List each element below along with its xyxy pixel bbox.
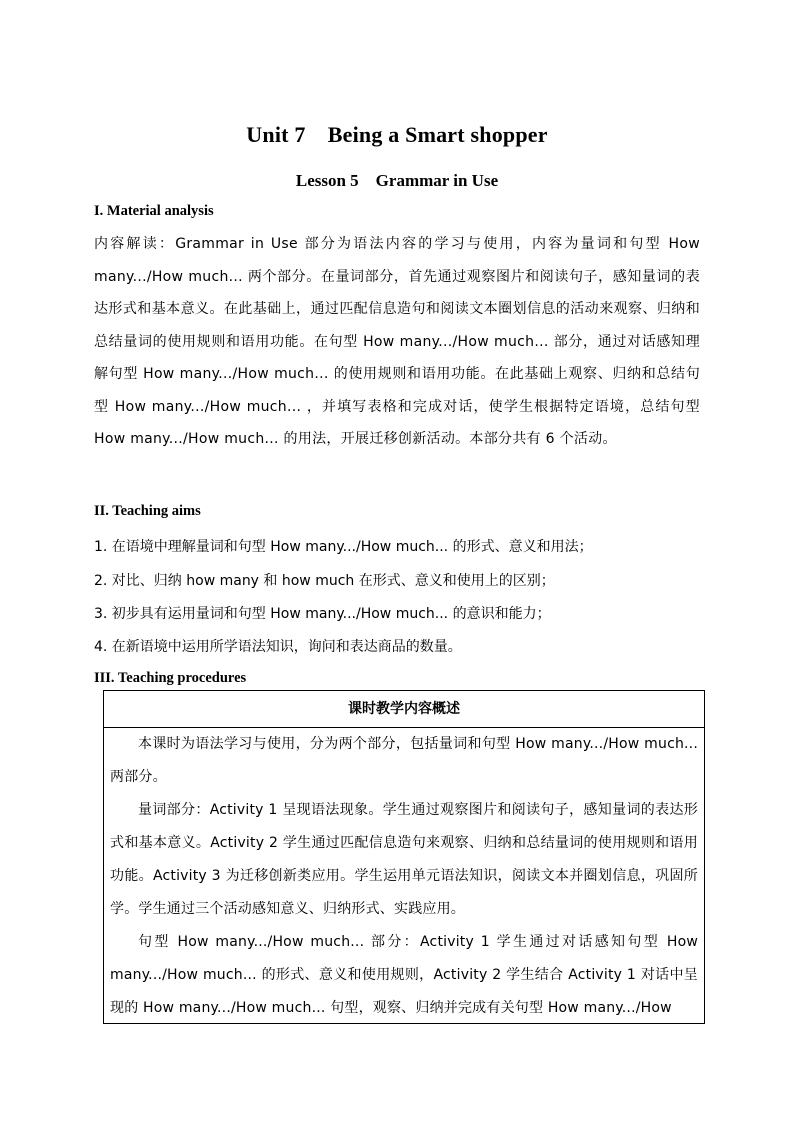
document-title: Unit 7 Being a Smart shopper [246, 122, 548, 147]
section-heading-teaching-procedures: III. Teaching procedures [94, 670, 247, 686]
lesson-overview-body [104, 728, 704, 1024]
section-heading-teaching-aims: II. Teaching aims [94, 503, 201, 519]
teaching-aim-item: 1. 在语境中理解量词和句型 How many.../How much... 的形式、意义和用法； [94, 539, 593, 555]
overview-paragraph: 本课时为语法学习与使用，分为两个部分，包括量词和句型 How many.../How much... 两部分。 [110, 736, 698, 785]
teaching-aim-item: 2. 对比、归纳 how many 和 how much 在形式、意义和使用上的区别； [94, 573, 555, 589]
teaching-aim-item: 3. 初步具有运用量词和句型 How many.../How much... 的意识和能力； [94, 606, 551, 622]
lesson-overview-table [103, 690, 705, 1024]
lesson-subtitle: Lesson 5 Grammar in Use [295, 171, 499, 190]
overview-paragraph: 量词部分：Activity 1 呈现语法现象。学生通过观察图片和阅读句子，感知量词的表达形式和基本意义。Activity 2 学生通过匹配信息造句来观察、归纳和总结量词的使用规则和语用功能。Activity 3 为迁移创新类应用。学生运用单元语法知识，阅读文本并圈划信息，巩固所学。学生通过三个活动感知意义、归纳形式、实践应用。 [110, 802, 698, 917]
material-analysis-text: 内容解读：Grammar in Use 部分为语法内容的学习与使用，内容为量词和句型 How many.../How much... 两个部分。在量词部分，首先通过观察图片和阅读句子，感知量词的表达形式和基本意义。在此基础上，通过匹配信息造句和阅读文本圈划信息的活动来观察、归纳和总结量词的使用规则和语用功能。在句型 How many.../How much... 部分，通过对话感知理解句型 How many.../How much... 的使用规则和语用功能。在此基础上观察、归纳和总结句型 How many.../How much... ，并填写表格和完成对话，使学生根据特定语境，总结句型 How many.../How much... 的用法，开展迁移创新活动。本部分共有 6 个活动。 [94, 236, 700, 447]
overview-paragraph: 句型 How many.../How much... 部分：Activity 1 学生通过对话感知句型 How many.../How much... 的形式、意义和使用规则，Activity 2 学生结合 Activity 1 对话中呈现的 How many.../How much... 句型，观察、归纳并完成有关句型 How many.../How [110, 934, 698, 1016]
lesson-overview-header: 课时教学内容概述 [104, 691, 704, 728]
section-heading-material-analysis: I. Material analysis [94, 203, 214, 219]
teaching-aim-item: 4. 在新语境中运用所学语法知识，询问和表达商品的数量。 [94, 639, 462, 655]
